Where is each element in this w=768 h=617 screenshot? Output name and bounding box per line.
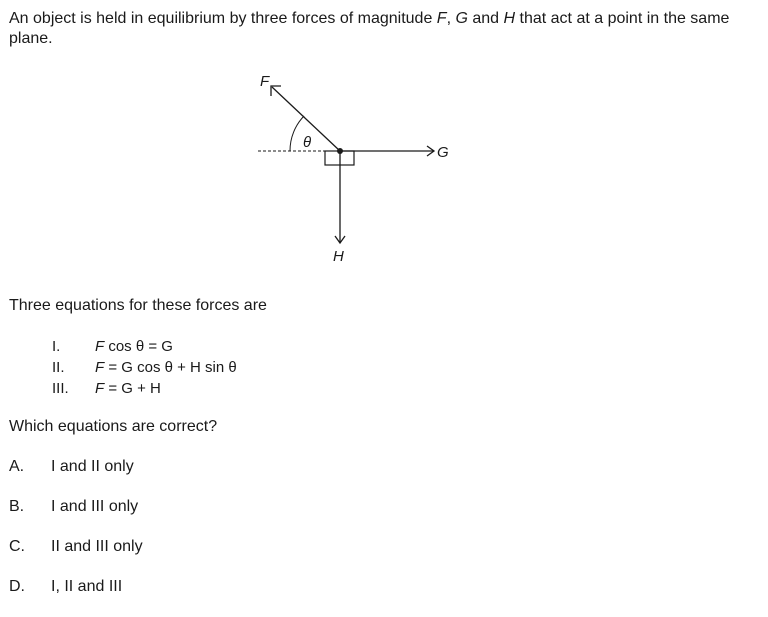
equation-var: F: [95, 359, 105, 376]
option-letter: B.: [9, 498, 25, 515]
point-of-action: [337, 148, 343, 154]
option-c[interactable]: [9, 537, 143, 577]
equation-text: [95, 336, 173, 357]
option-text: I and III only: [51, 498, 139, 515]
equation-rest: = G + H: [104, 380, 161, 397]
option-a[interactable]: [9, 457, 143, 497]
equation-var: F: [95, 338, 105, 355]
stem-sep-2: and: [467, 10, 504, 27]
equation-number: I.: [52, 338, 61, 355]
equation-rest: = G cos θ + H sin θ: [104, 359, 237, 376]
option-letter: A.: [9, 458, 25, 475]
option-letter: C.: [9, 538, 25, 555]
equation-rest: cos θ = G: [104, 338, 173, 355]
stem-text-2: that act at a point in the same plane.: [9, 10, 730, 47]
equation-row: [52, 336, 237, 357]
label-h: H: [333, 248, 344, 265]
var-h: H: [503, 10, 516, 27]
option-text: I and II only: [51, 458, 134, 475]
option-text: I, II and III: [51, 578, 123, 595]
label-g: G: [437, 144, 449, 161]
option-b[interactable]: [9, 497, 143, 537]
label-f: F: [260, 73, 270, 90]
option-text: II and III only: [51, 538, 143, 555]
var-f: F: [436, 10, 447, 27]
stem-text-1: An object is held in equilibrium by three forces of magnitude: [9, 10, 437, 27]
theta-arc: [290, 116, 304, 151]
equation-number: III.: [52, 380, 69, 397]
equation-text: [95, 357, 237, 378]
equations-intro: Three equations for these forces are: [9, 297, 267, 314]
equation-row: [52, 378, 237, 399]
var-g: G: [455, 10, 468, 27]
stem-sep-1: ,: [446, 10, 456, 27]
answer-options: [9, 457, 143, 617]
force-diagram: [0, 0, 768, 290]
equation-var: F: [95, 380, 105, 397]
label-theta: θ: [303, 134, 312, 151]
equation-list: [52, 336, 237, 399]
question-prompt: Which equations are correct?: [9, 418, 218, 435]
option-d[interactable]: [9, 577, 143, 617]
equation-number: II.: [52, 359, 65, 376]
equation-row: [52, 357, 237, 378]
equation-text: [95, 378, 161, 399]
option-letter: D.: [9, 578, 25, 595]
